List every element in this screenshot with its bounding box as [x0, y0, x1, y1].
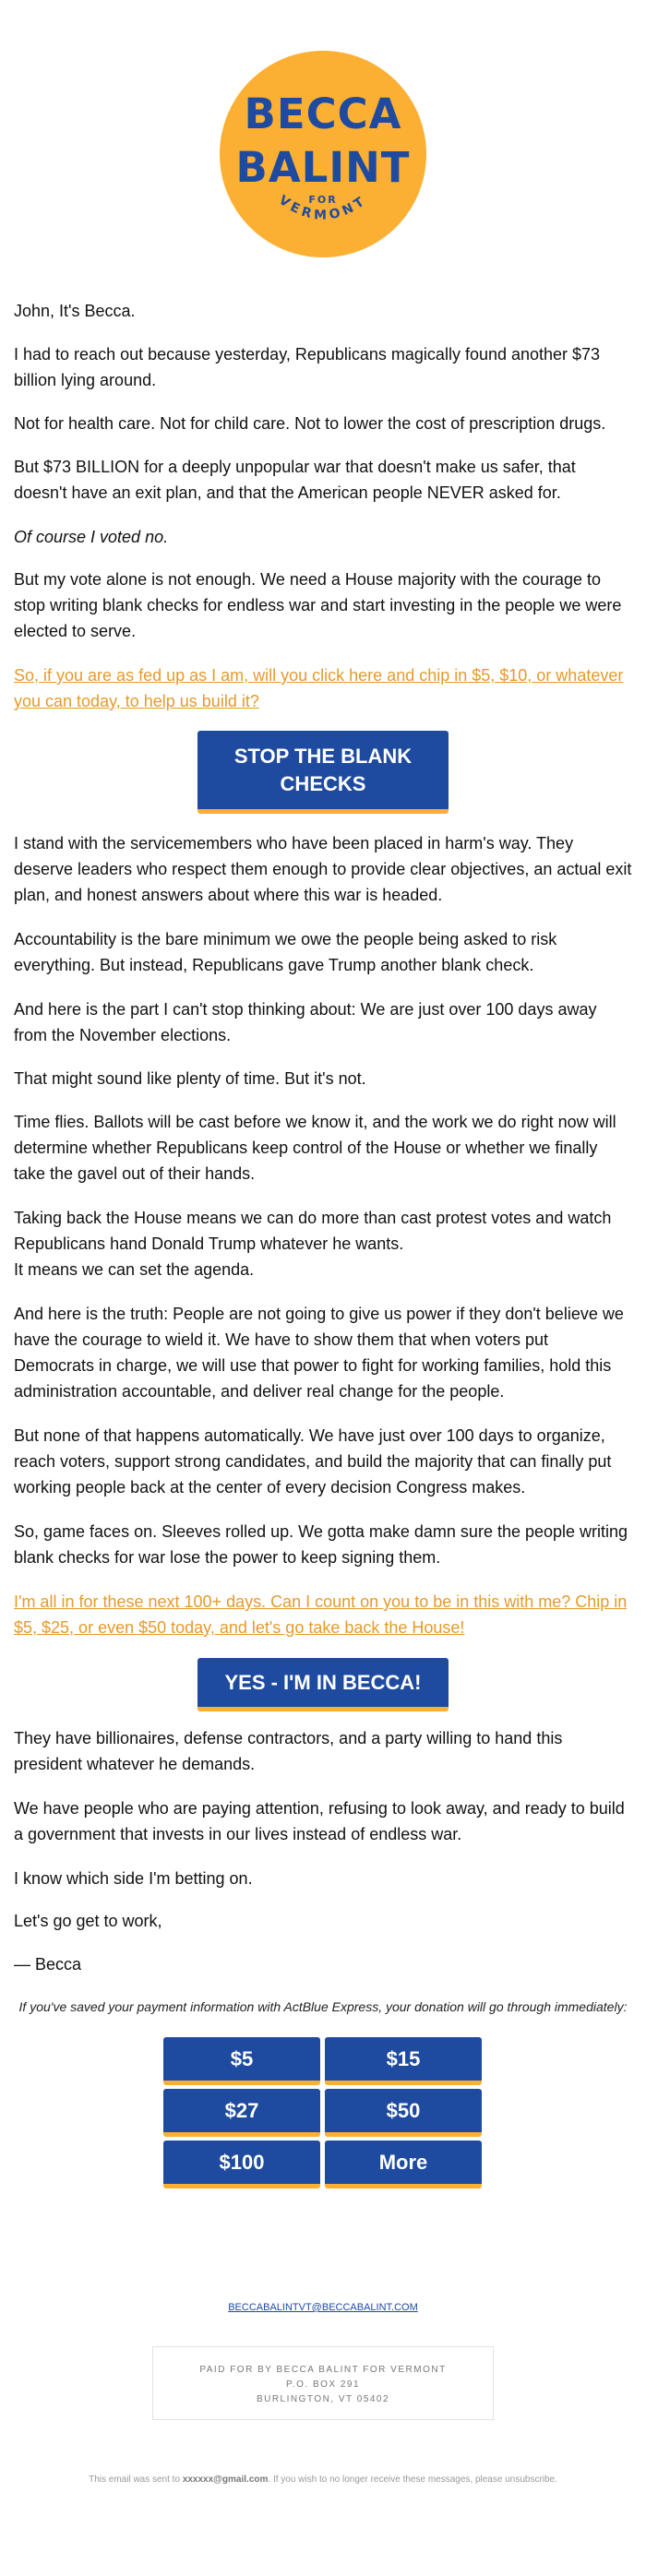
donate-100-button[interactable]: $100 [163, 2141, 320, 2188]
po-box-line: P.O. BOX 291 [285, 2379, 361, 2390]
donate-15-button[interactable]: $15 [325, 2037, 482, 2085]
paid-for-line: PAID FOR BY BECCA BALINT FOR VERMONT [199, 2365, 447, 2375]
paragraph: That might sound like plenty of time. But it's not. [14, 1069, 366, 1088]
logo-arc-text [220, 51, 426, 257]
unsubscribe-footer [0, 2475, 646, 2485]
paragraph: I had to reach out because yesterday, Republicans magically found another $73 billion lying around. [14, 345, 601, 389]
paragraph-italic: Of course I voted no. [14, 528, 169, 546]
paragraph: Time flies. Ballots will be cast before we know it, and the work we do right now will determine whether Republicans keep control of the House or whether we finally take the gavel out of their hands. [14, 1113, 616, 1183]
paragraph: So, game faces on. Sleeves rolled up. We gotta make damn sure the people writing blank checks for war lose the power to keep signing them. [14, 1522, 628, 1567]
paragraph: Not for health care. Not for child care. Not to lower the cost of prescription drugs. [14, 414, 606, 433]
greeting: John, It's Becca. [14, 302, 136, 320]
recipient-email: xxxxxx@gmail.com [182, 2475, 269, 2485]
donate-more-button[interactable]: More [325, 2141, 482, 2188]
svg-text:VERMONT: VERMONT [275, 192, 371, 223]
paragraph: But my vote alone is not enough. We need a House majority with the courage to stop writing blank checks for endless war and start investing in the people we were elected to serve. [14, 570, 622, 640]
logo-last-name: BALINT [235, 143, 411, 192]
paragraph-group [14, 1205, 632, 1282]
paragraph: I know which side I'm betting on. [14, 1869, 253, 1888]
logo-container [0, 0, 646, 257]
stop-blank-checks-button[interactable]: STOP THE BLANK CHECKS [197, 731, 449, 814]
logo-first-name: BECCA [244, 89, 402, 138]
paragraph: Let's go get to work, [14, 1912, 162, 1930]
campaign-logo [220, 51, 426, 257]
paragraph: Taking back the House means we can do more than cast protest votes and watch Republicans hand Donald Trump whatever he wants. [14, 1209, 612, 1253]
footer-prefix: This email was sent to [89, 2475, 183, 2485]
paragraph: I stand with the servicemembers who have been placed in harm's way. They deserve leaders who respect them enough to provide clear objectives, an actual exit plan, and honest answers about where this war is headed. [14, 834, 632, 904]
paragraph: Accountability is the bare minimum we owe the people being asked to risk everything. But instead, Republicans gave Trump another blank check. [14, 930, 557, 974]
donate-50-button[interactable]: $50 [325, 2089, 482, 2137]
contact-email-link[interactable]: BECCABALINTVT@BECCABALINT.COM [228, 2302, 418, 2313]
donate-5-button[interactable]: $5 [163, 2037, 320, 2085]
yes-im-in-button[interactable]: YES - I'M IN BECCA! [197, 1658, 449, 1711]
donate-27-button[interactable]: $27 [163, 2089, 320, 2137]
paragraph: And here is the part I can't stop thinking about: We are just over 100 days away from the November elections. [14, 1000, 597, 1044]
paragraph: It means we can set the agenda. [14, 1260, 255, 1279]
signature: — Becca [14, 1955, 82, 1974]
paid-for-disclaimer [152, 2346, 494, 2420]
footer-suffix[interactable]: . If you wish to no longer receive these messages, please unsubscribe. [268, 2475, 557, 2485]
actblue-express-note: If you've saved your payment information with ActBlue Express, your donation will go through immediately: [18, 1999, 628, 2014]
svg-text:FOR: FOR [308, 194, 338, 206]
paragraph: We have people who are paying attention, refusing to look away, and ready to build a government that invests in our lives instead of endless war. [14, 1799, 625, 1843]
city-line: BURLINGTON, VT 05402 [256, 2394, 390, 2404]
paragraph: But none of that happens automatically. We have just over 100 days to organize, reach voters, support strong candidates, and build the majority that can finally put working people back at the center of every decision Congress makes. [14, 1426, 612, 1497]
donate-link[interactable]: So, if you are as fed up as I am, will you click here and chip in $5, $10, or whatever you can today, to help us build it? [14, 666, 624, 710]
paragraph: And here is the truth: People are not going to give us power if they don't believe we have the courage to wield it. We have to show them that when voters put Democrats in charge, we will use that power to fight for working families, hold this administration accountable, and deliver real change for the people. [14, 1305, 624, 1401]
paragraph: But $73 BILLION for a deeply unpopular war that doesn't make us safer, that doesn't have an exit plan, and that the American people NEVER asked for. [14, 458, 576, 502]
paragraph: They have billionaires, defense contractors, and a party willing to hand this president whatever he demands. [14, 1729, 563, 1773]
donate-link[interactable]: I'm all in for these next 100+ days. Can I count on you to be in this with me? Chip in $5, $25, or even $50 today, and let's go take back the House! [14, 1592, 628, 1637]
